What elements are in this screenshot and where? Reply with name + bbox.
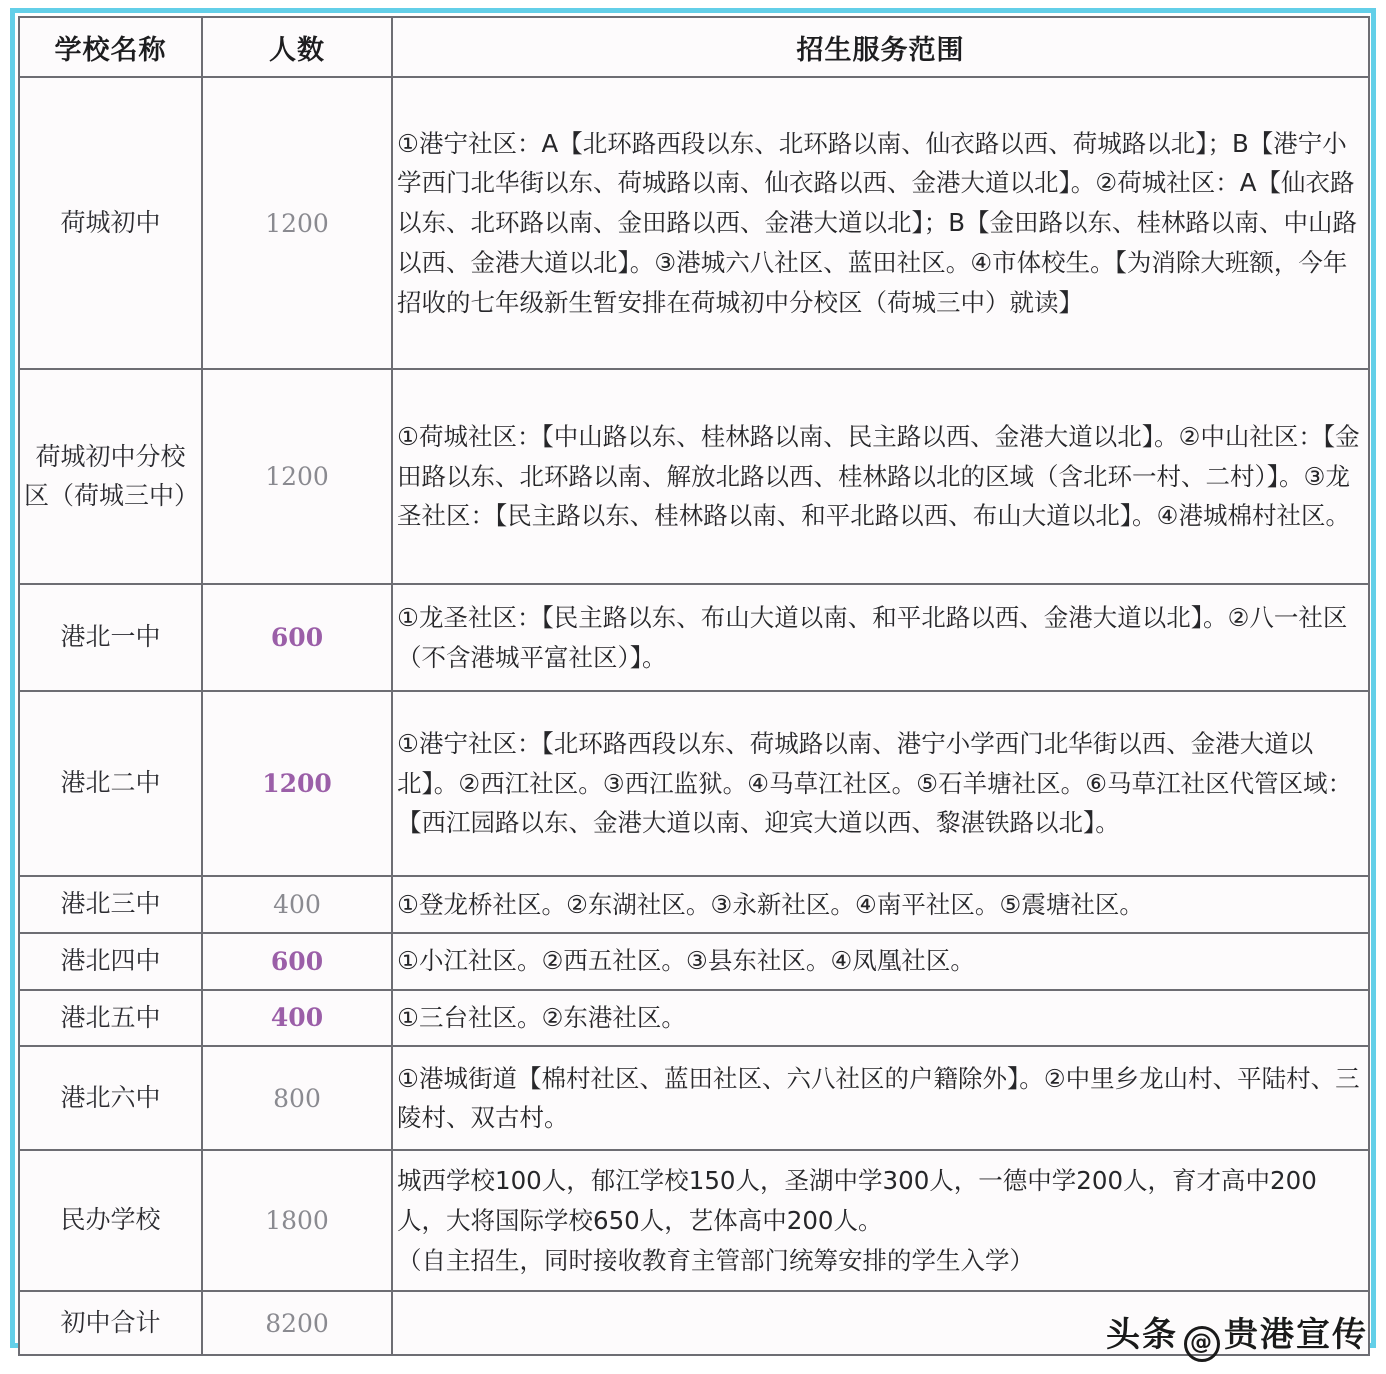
enrollment-table-container	[18, 16, 1368, 1356]
service-range-cell	[392, 1150, 1369, 1291]
service-range-cell: ①龙圣社区：【民主路以东、布山大道以南、和平北路以西、金港大道以北】。②八一社区（不含港城平富社区）】。	[392, 584, 1369, 691]
table-row	[19, 876, 1369, 933]
table-row	[19, 1150, 1369, 1291]
table-row	[19, 990, 1369, 1047]
student-count-cell: 400	[202, 990, 392, 1047]
service-range-line: 城西学校100人，郁江学校150人，圣湖中学300人，一德中学200人，育才高中200人，大将国际学校650人，艺体高中200人。	[397, 1166, 1317, 1235]
student-count-cell: 1200	[202, 369, 392, 584]
student-count-cell: 400	[202, 876, 392, 933]
school-name-cell: 荷城初中	[19, 77, 202, 369]
table-row	[19, 584, 1369, 691]
school-name-cell: 港北二中	[19, 691, 202, 876]
table-row	[19, 369, 1369, 584]
school-name-cell: 初中合计	[19, 1291, 202, 1355]
school-name-cell: 港北六中	[19, 1046, 202, 1150]
service-range-cell: ①港宁社区：【北环路西段以东、荷城路以南、港宁小学西门北华街以西、金港大道以北】。②西江社区。③西江监狱。④马草江社区。⑤石羊塘社区。⑥马草江社区代管区域：【西江园路以东、金港大道以南、迎宾大道以西、黎湛铁路以北】。	[392, 691, 1369, 876]
student-count-cell: 600	[202, 933, 392, 990]
at-icon: @	[1184, 1326, 1220, 1362]
student-count-cell: 8200	[202, 1291, 392, 1355]
school-name-cell: 港北四中	[19, 933, 202, 990]
header-count: 人数	[202, 17, 392, 77]
student-count-cell: 800	[202, 1046, 392, 1150]
watermark-platform: 头条	[1106, 1315, 1178, 1355]
student-count-cell: 1800	[202, 1150, 392, 1291]
service-range-cell: ①港城街道【棉村社区、蓝田社区、六八社区的户籍除外】。②中里乡龙山村、平陆村、三陵村、双古村。	[392, 1046, 1369, 1150]
service-range-line: （自主招生，同时接收教育主管部门统筹安排的学生入学）	[397, 1245, 1034, 1275]
student-count-cell: 1200	[202, 691, 392, 876]
service-range-cell: ①港宁社区：A【北环路西段以东、北环路以南、仙衣路以西、荷城路以北】；B【港宁小学西门北华街以东、荷城路以南、仙衣路以西、金港大道以北】。②荷城社区：A【仙衣路以东、北环路以南、金田路以西、金港大道以北】；B【金田路以东、桂林路以南、中山路以西、金港大道以北】。③港城六八社区、蓝田社区。④市体校生。【为消除大班额，今年招收的七年级新生暂安排在荷城初中分校区（荷城三中）就读】	[392, 77, 1369, 369]
table-row	[19, 691, 1369, 876]
watermark	[1106, 1307, 1368, 1362]
table-row	[19, 1046, 1369, 1150]
school-name-cell: 港北三中	[19, 876, 202, 933]
school-name-cell: 民办学校	[19, 1150, 202, 1291]
service-range-cell: ①小江社区。②西五社区。③县东社区。④凤凰社区。	[392, 933, 1369, 990]
header-school-name: 学校名称	[19, 17, 202, 77]
header-service-range: 招生服务范围	[392, 17, 1369, 77]
enrollment-table	[18, 16, 1370, 1356]
table-header-row	[19, 17, 1369, 77]
table-row	[19, 933, 1369, 990]
service-range-cell: ①登龙桥社区。②东湖社区。③永新社区。④南平社区。⑤震塘社区。	[392, 876, 1369, 933]
service-range-cell: ①荷城社区：【中山路以东、桂林路以南、民主路以西、金港大道以北】。②中山社区：【金田路以东、北环路以南、解放北路以西、桂林路以北的区域（含北环一村、二村）】。③龙圣社区：【民主路以东、桂林路以南、和平北路以西、布山大道以北】。④港城棉村社区。	[392, 369, 1369, 584]
school-name-cell: 港北五中	[19, 990, 202, 1047]
table-row	[19, 77, 1369, 369]
school-name-cell: 港北一中	[19, 584, 202, 691]
student-count-cell: 1200	[202, 77, 392, 369]
watermark-account: 贵港宣传	[1224, 1315, 1368, 1355]
school-name-cell: 荷城初中分校区（荷城三中）	[19, 369, 202, 584]
student-count-cell: 600	[202, 584, 392, 691]
service-range-cell: ①三台社区。②东港社区。	[392, 990, 1369, 1047]
